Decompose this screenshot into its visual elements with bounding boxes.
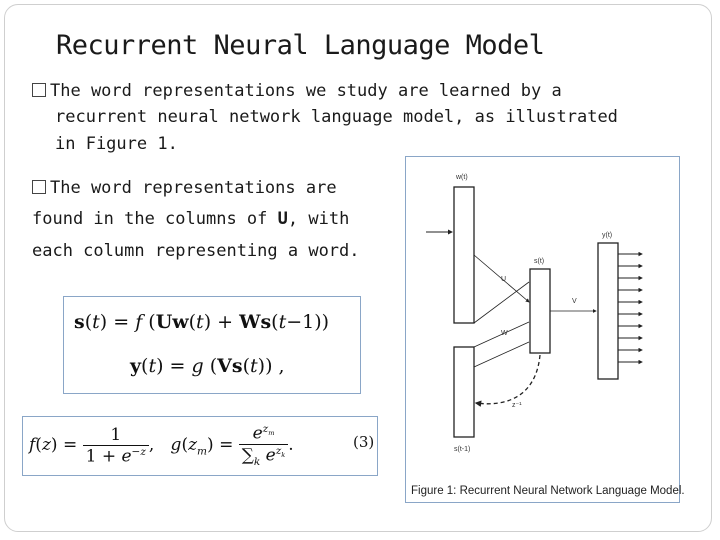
bullet2-text1: The word representations are: [50, 178, 337, 198]
bullet2-line3: each column representing a word.: [32, 241, 360, 261]
label-u: U: [501, 276, 507, 283]
label-v: V: [572, 298, 577, 305]
bullet2-line1: [32, 178, 337, 198]
bullet-box-icon: [32, 83, 46, 97]
equation-activations: f(z) = $\frac{1}{1 + e^{-z}}$ , $g(z_m)$ = $\frac{e^{z_m}}{\sum_k e^{z_k}}$ .: [29, 423, 294, 468]
label-w-t: w(t): [456, 174, 468, 181]
label-w: W: [501, 330, 508, 337]
bullet-box-icon: [32, 180, 46, 194]
bullet2-line2: [32, 209, 349, 229]
equation-output: y(t) = g (Vs(t)) ,: [130, 355, 285, 377]
rnn-figure: [405, 156, 685, 503]
equation-hidden-state: s(t) = f (Uw(t) + Ws(t−1)): [74, 311, 330, 333]
slide-title: Recurrent Neural Language Model: [56, 30, 545, 61]
equation-box-2: [22, 416, 378, 476]
equation-box-1: [63, 296, 361, 394]
bullet1-line2: recurrent neural network language model, as illustrated: [55, 107, 618, 127]
hidden-layer-block: [530, 269, 550, 353]
label-s-t: s(t): [534, 258, 545, 265]
bullet1-line1: [32, 81, 562, 101]
label-s-t-minus-1: s(t-1): [454, 446, 471, 453]
matrix-u-label: U: [277, 209, 288, 229]
previous-state-block: [454, 347, 474, 437]
equation-number: (3): [353, 433, 375, 451]
output-layer-block: [598, 243, 618, 379]
figure-caption: Figure 1: Recurrent Neural Network Language Model.: [411, 485, 685, 497]
label-y-t: y(t): [602, 232, 613, 239]
bullet1-text1: The word representations we study are learned by a: [50, 81, 562, 101]
label-z-inverse: z⁻¹: [512, 402, 522, 409]
bullet2-text2b: , with: [287, 209, 350, 229]
bullet2-text2a: found in the columns of: [32, 209, 278, 229]
rnn-diagram: [406, 157, 681, 504]
bullet1-line3: in Figure 1.: [55, 134, 178, 154]
input-layer-block: [454, 187, 474, 323]
